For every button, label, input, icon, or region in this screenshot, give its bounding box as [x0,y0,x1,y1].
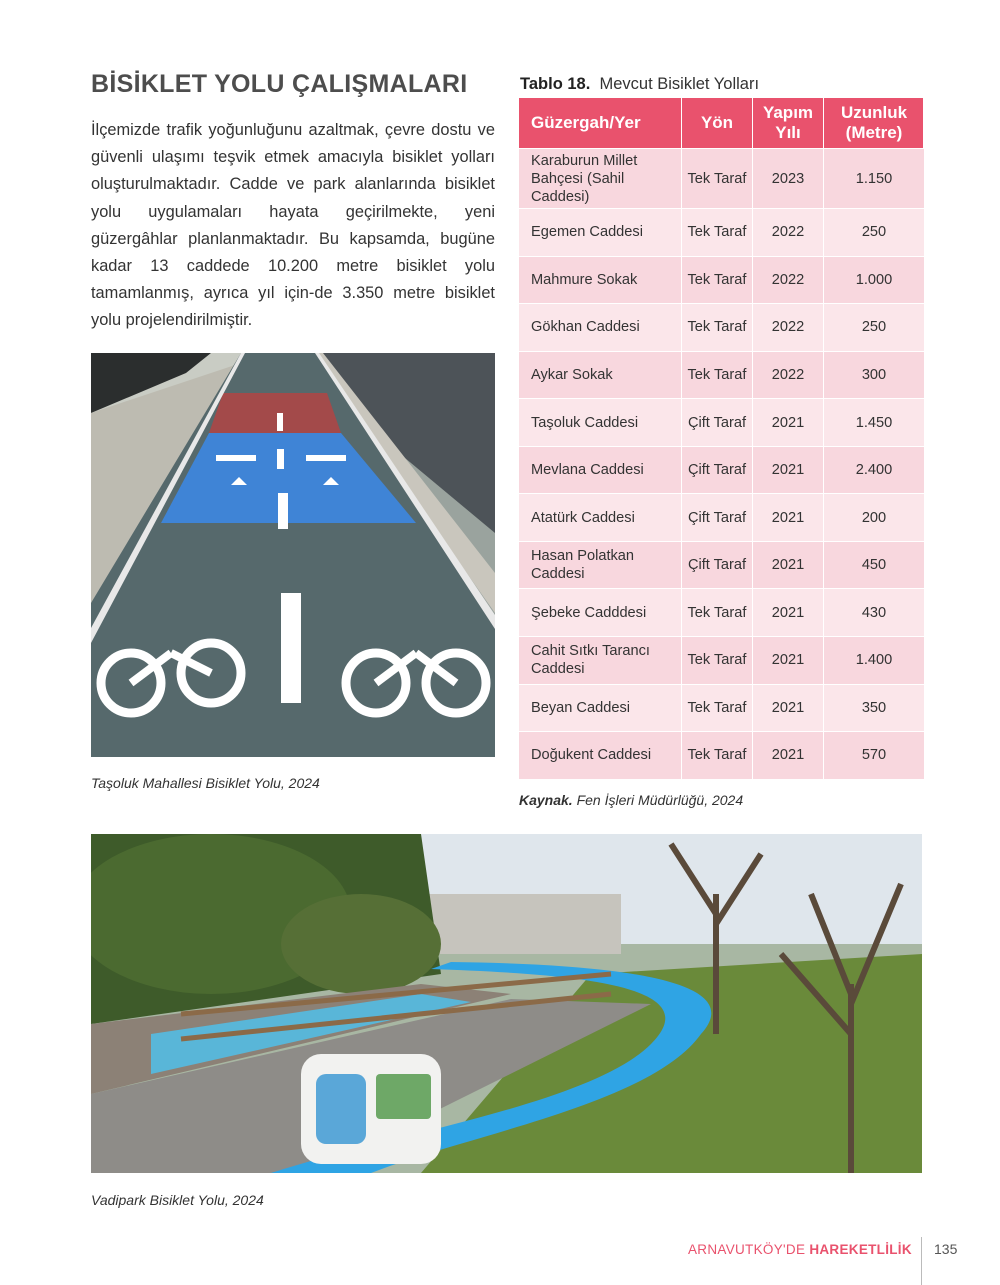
footer-prefix: ARNAVUTKÖY'DE [688,1242,806,1257]
cell-length: 450 [824,542,924,589]
cell-length: 300 [824,352,924,399]
cell-year: 2021 [753,447,823,494]
cell-route: Cahit Sıtkı Tarancı Caddesi [519,637,681,684]
table-row [519,149,923,208]
cell-route: Atatürk Caddesi [519,494,681,541]
cell-year: 2022 [753,352,823,399]
cell-year: 2021 [753,637,823,684]
page-number: 135 [934,1241,958,1257]
cell-length: 1.450 [824,399,924,446]
cell-direction: Tek Taraf [682,257,752,304]
cell-route: Doğukent Caddesi [519,732,681,779]
table-row [519,209,923,256]
footer-title [688,1242,912,1257]
cell-year: 2021 [753,685,823,732]
cell-route: Karaburun Millet Bahçesi (Sahil Caddesi) [519,149,681,208]
cell-direction: Çift Taraf [682,399,752,446]
table-title-text: Mevcut Bisiklet Yolları [599,75,760,93]
source-text: Fen İşleri Müdürlüğü, 2024 [576,792,744,808]
cell-year: 2023 [753,149,823,208]
table-row [519,399,923,446]
cell-route: Şebeke Cadddesi [519,589,681,636]
table-row [519,257,923,304]
photo-vadipark-bike-lane [91,834,922,1173]
table-source [519,792,743,808]
cell-year: 2022 [753,304,823,351]
cell-direction: Tek Taraf [682,209,752,256]
cell-route: Gökhan Caddesi [519,304,681,351]
cell-route: Beyan Caddesi [519,685,681,732]
cell-route: Taşoluk Caddesi [519,399,681,446]
cell-route: Egemen Caddesi [519,209,681,256]
cell-year: 2021 [753,494,823,541]
header-length: Uzunluk (Metre) [840,103,908,142]
cell-direction: Çift Taraf [682,542,752,589]
cell-length: 250 [824,209,924,256]
table-row [519,352,923,399]
cell-length: 200 [824,494,924,541]
table-title-number: Tablo 18. [520,75,591,93]
cell-length: 570 [824,732,924,779]
table-row [519,685,923,732]
cell-direction: Tek Taraf [682,732,752,779]
photo2-caption: Vadipark Bisiklet Yolu, 2024 [91,1192,264,1208]
source-label: Kaynak. [519,792,573,808]
cell-direction: Tek Taraf [682,637,752,684]
table-row [519,732,923,779]
intro-paragraph: İlçemizde trafik yoğunluğunu azaltmak, çevre dostu ve güvenli ulaşımı teşvik etmek amacıyla bisiklet yolları oluşturulmaktadır. Cadde ve park alanlarında bisiklet yolu uygulamaları hayata geçirilmekte, yeni güzergâhlar planlanmaktadır. Bu kapsamda, bugüne kadar 13 caddede 10.200 metre bisiklet yolu tamamlanmış, ayrıca yıl için-de 3.350 metre bisiklet yolu projelendirilmiştir. [91,121,495,330]
cell-direction: Çift Taraf [682,447,752,494]
table-body [519,149,923,779]
table-title [520,75,759,94]
cell-year: 2021 [753,732,823,779]
cell-direction: Tek Taraf [682,149,752,208]
cell-direction: Tek Taraf [682,589,752,636]
cell-route: Mevlana Caddesi [519,447,681,494]
cell-year: 2021 [753,542,823,589]
cell-length: 2.400 [824,447,924,494]
table-row [519,542,923,589]
photo1-caption: Taşoluk Mahallesi Bisiklet Yolu, 2024 [91,775,320,791]
table-row [519,447,923,494]
cell-direction: Tek Taraf [682,685,752,732]
cell-year: 2022 [753,209,823,256]
cell-length: 1.000 [824,257,924,304]
cell-year: 2021 [753,589,823,636]
cell-direction: Tek Taraf [682,352,752,399]
cell-direction: Çift Taraf [682,494,752,541]
cell-year: 2021 [753,399,823,446]
footer-bold: HAREKETLİLİK [809,1242,912,1257]
table-row [519,637,923,684]
footer-divider [921,1237,922,1285]
table-row [519,589,923,636]
cell-length: 1.400 [824,637,924,684]
cell-length: 430 [824,589,924,636]
cell-route: Mahmure Sokak [519,257,681,304]
cell-route: Hasan Polatkan Caddesi [519,542,681,589]
cell-length: 350 [824,685,924,732]
table-row [519,494,923,541]
cell-direction: Tek Taraf [682,304,752,351]
header-direction: Yön [700,113,734,132]
header-year: Yapım Yılı [762,103,814,142]
header-route: Güzergah/Yer [531,113,641,132]
cell-length: 250 [824,304,924,351]
photo-tasoluk-bike-lane [91,353,495,757]
bike-lanes-table [519,98,923,779]
cell-length: 1.150 [824,149,924,208]
table-header-row [519,98,923,148]
cell-route: Aykar Sokak [519,352,681,399]
cell-year: 2022 [753,257,823,304]
page-heading: BİSİKLET YOLU ÇALIŞMALARI [91,70,468,98]
table-row [519,304,923,351]
